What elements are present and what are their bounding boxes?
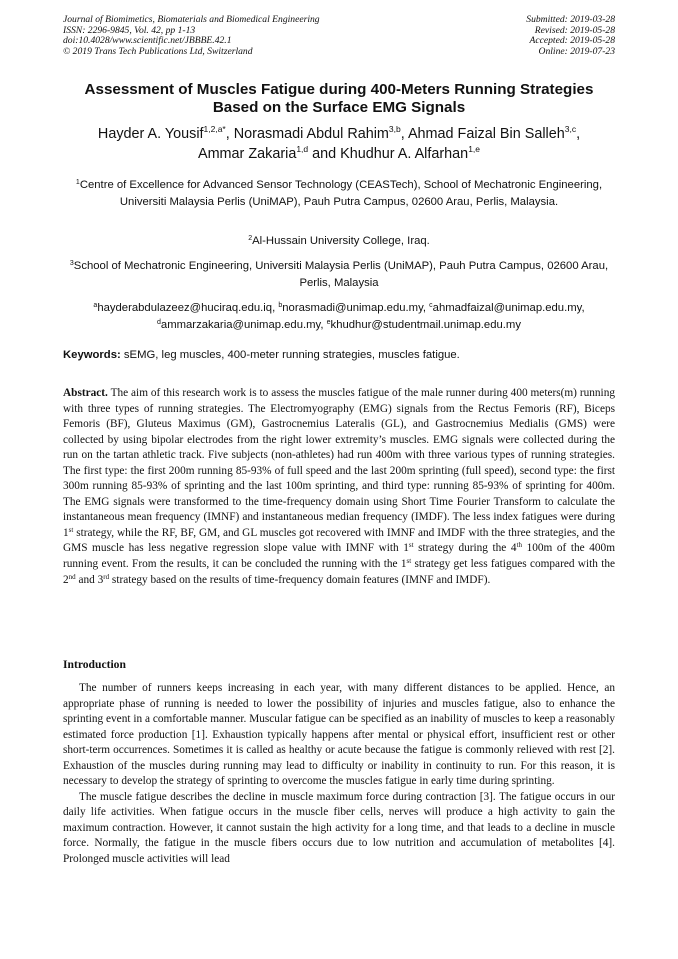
title-line-1: Assessment of Muscles Fatigue during 400-Meters Running Strategies (84, 81, 594, 98)
author-1-affil: 1,2,a* (203, 124, 226, 134)
author-5: Khudhur A. Alfarhan (340, 145, 469, 162)
author-3: Ahmad Faizal Bin Salleh (407, 126, 565, 142)
email-link[interactable]: norasmadi@unimap.edu.my (282, 302, 423, 314)
author-4: Ammar Zakaria (197, 145, 297, 162)
email-link[interactable]: ahmadfaizal@unimap.edu.my (432, 302, 582, 314)
issn: ISSN: 2296-9845, Vol. 42, pp 1-13 (63, 24, 196, 36)
introduction-body (63, 681, 615, 868)
copyright: © 2019 Trans Tech Publications Ltd, Switzerland (63, 45, 253, 57)
author-3-affil: 3,c (564, 124, 577, 134)
keywords-text: sEMG, leg muscles, 400-meter running strategies, muscles fatigue. (120, 349, 460, 361)
author-5-affil: 1,e (468, 143, 481, 154)
section-heading-introduction: Introduction (63, 658, 126, 671)
paper-title (40, 81, 638, 116)
revised-date: Revised: 2019-05-28 (534, 24, 615, 36)
accepted-date: Accepted: 2019-05-28 (529, 35, 615, 47)
affiliation-2: $^2$Al-Hussain University College, Iraq. (248, 235, 430, 247)
email-link[interactable]: ammarzakaria@unimap.edu.my (160, 319, 321, 331)
paragraph: The number of runners keeps increasing in each year, with many different distances to be applied. Hence, an appropriate phase of running is needed to lower the possibility of injuries and muscles fatigue, also to enhance the sprinting event in a comfortable manner. Muscular fatigue can be specified as an inability of muscles to keep a reasonably estimated force production [1]. Exhaustion typically happens after mental or physical effort, insufficient rest or other short-term occurrences. Sometimes it is called as healthy or acute because the fatigue is commonly relieved with rest [2]. Exhaustion of the muscles during running may lead to difficulty or inability in continuity to run. For this reason, it is necessary to develop the strategy of sprinting to overcome the muscles fatigue in early time during sprinting. (63, 682, 615, 788)
affiliation-3: $^3$School of Mechatronic Engineering, Universiti Malaysia Perlis (UniMAP), Pauh Putra Campus, 02600 Arau, Perlis, Malaysia (69, 260, 609, 289)
doi: doi:10.4028/www.scientific.net/JBBBE.42.1 (63, 35, 232, 47)
email-link[interactable]: hayderabdulazeez@huciraq.edu.iq (97, 302, 273, 314)
email-list: $^a$hayderabdulazeez@huciraq.edu.iq, $^b$norasmadi@unimap.edu.my, $^c$ahmadfaizal@unimap.edu.my, $^d$ammarzakaria@unimap.edu.my, $^e$khudhur@studentmail.unimap.edu.my (93, 302, 585, 331)
title-line-2: Based on the Surface EMG Signals (212, 98, 466, 116)
keywords (63, 348, 615, 362)
abstract: Abstract. The aim of this research work is to assess the muscles fatigue of the male runner during 400 meters(m) running with three types of running strategies. The Electromyography (EMG) signals from the Rectus Femoris (RF), Biceps Femoris (BF), Gluteus Maximus (GM), Gastrocnemius Lateralis (GL), and Gastrocnemius Medialis (GMS) were collected by using bipolar electrodes from the right lower extremity’s muscles. EMG signals were collected during the run on the tartan athletic track. Five subjects (non-athletes) had run 400m with three various types of running strategies. The first type: the first 200m running 85-93% of full speed and the last 200m sprinting (full speed), second type: the first 300m running 85-93% of sprinting and the last 100m sprinting, and third type: running 85-93% of sprinting for 400m. The EMG signals were transformed to the time-frequency domain using Short Time Fourier Transform to calculate the instantaneous mean frequency (IMNF) and instantaneous median frequency (IMDF). The less index fatigues were during 1st strategy, while the RF, BF, GM, and GL muscles got recovered with IMNF and IMDF with the three strategies, and the GMS muscle has less negative regression slope value with IMNF with 1st strategy during the 4th 100m of the 400m running event. From the results, it can be concluded the running with the 1st strategy get less fatigues compared with the 2nd and 3rd strategy based on the results of time-frequency domain features (IMNF and IMDF). (63, 387, 615, 586)
author-4-affil: 1,d (296, 143, 309, 154)
author-1: Hayder A. Yousif (97, 126, 204, 142)
affiliation-1: $^1$Centre of Excellence for Advanced Sensor Technology (CEASTech), School of Mechatronic Engineering, Universiti Malaysia Perlis (UniMAP), Pauh Putra Campus, 02600 Arau, Perlis, Malaysia. (75, 179, 603, 208)
keywords-label: Keywords: (63, 349, 121, 361)
journal-header (63, 15, 615, 57)
abstract-label: Abstract. (63, 387, 108, 399)
author-2-affil: 3,b (388, 124, 401, 134)
submitted-date: Submitted: 2019-03-28 (526, 14, 615, 25)
online-date: Online: 2019-07-23 (538, 45, 615, 57)
paragraph: The muscle fatigue describes the decline in muscle maximum force during contraction [3]. The fatigue occurs in our daily life activities. When fatigue occurs in the muscle fiber cells, nerves will produce a high activity to gain the maximum contraction. However, it cannot sustain the high activity for a long time, and that leads to a decline in muscle force. Normally, the fatigue in the muscle fibers occurs due to low nutrition and accumulation of metabolites [4]. Prolonged muscle activities will lead (63, 790, 615, 866)
journal-name: Journal of Biomimetics, Biomaterials and Biomedical Engineering (63, 14, 320, 25)
author-list: Hayder A. Yousif$^{1,2,a*}$, Norasmadi Abdul Rahim$^{3,b}$, Ahmad Faizal Bin Salleh$^{3,c}$, Ammar Zakaria$^{1,d}$ and Khudhur A. Alfarhan$^{1,e}$ (97, 124, 581, 162)
email-link[interactable]: khudhur@studentmail.unimap.edu.my (330, 319, 521, 331)
author-2: Norasmadi Abdul Rahim (233, 126, 389, 142)
